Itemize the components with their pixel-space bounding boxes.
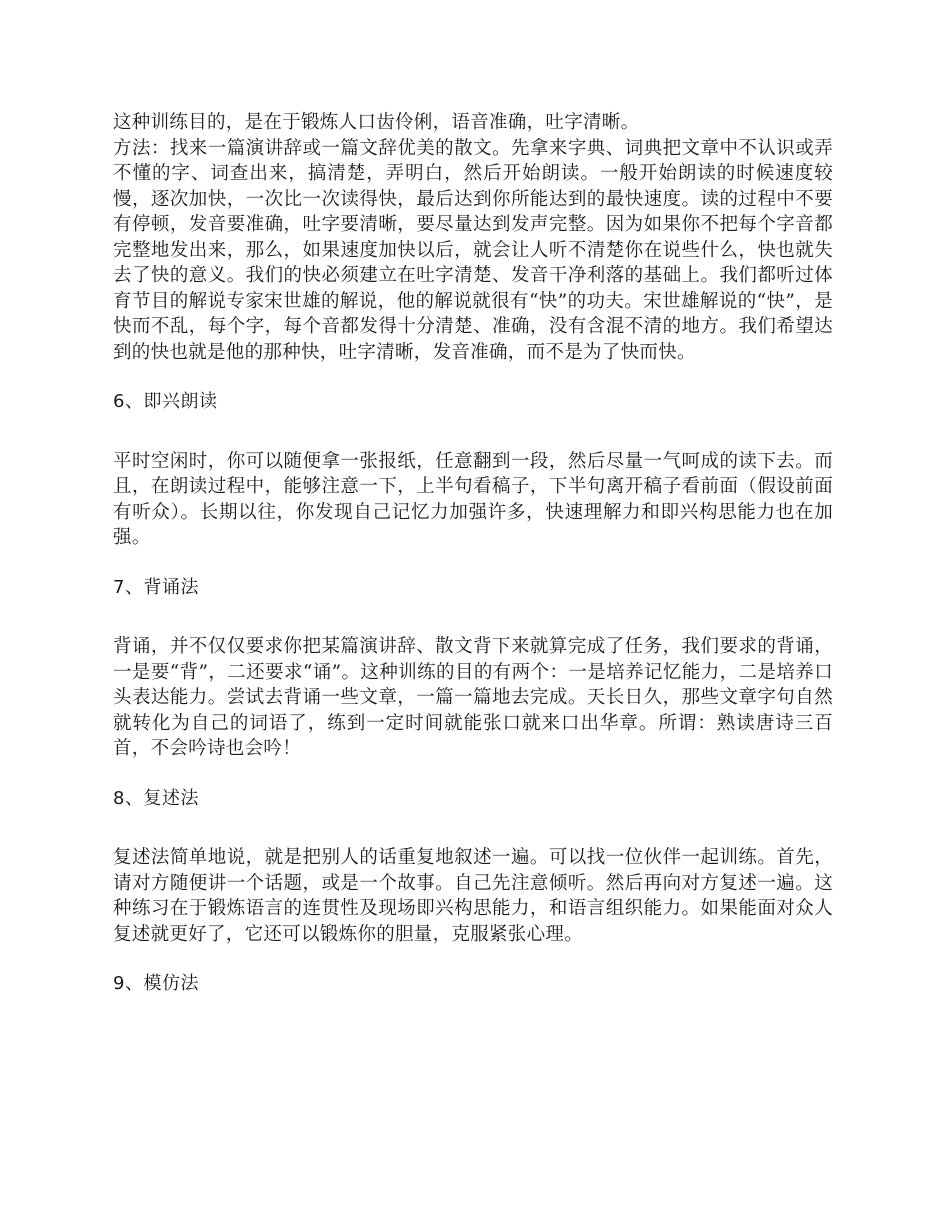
document-page: [113, 110, 833, 997]
section-heading-9: 9、模仿法: [113, 973, 199, 994]
section-body-8: 复述法简单地说，就是把别人的话重复地叙述一遍。可以找一位伙伴一起训练。首先，请对方随便讲一个话题，或是一个故事。自己先注意倾听。然后再向对方复述一遍。这种练习在于锻炼语言的连贯性及现场即兴构思能力，和语言组织能力。如果能面对众人复述就更好了，它还可以锻炼你的胆量，克服紧张心理。: [113, 847, 833, 945]
section-heading-7: 7、背诵法: [113, 576, 199, 598]
intro-method-paragraph: 方法：找来一篇演讲辞或一篇文辞优美的散文。先拿来字典、词典把文章中不认识或弄不懂的字、词查出来，搞清楚，弄明白，然后开始朗读。一般开始朗读的时候速度较慢，逐次加快，一次比一次读得快，最后达到你所能达到的最快速度。读的过程中不要有停顿，发音要准确，吐字要清晰，要尽量达到发声完整。因为如果你不把每个字音都完整地发出来，那么，如果速度加快以后，就会让人听不清楚你在说些什么，快也就失去了快的意义。我们的快必须建立在吐字清楚、发音干净利落的基础上。我们都听过体育节目的解说专家宋世雄的解说，他的解说就很有“快”的功夫。宋世雄解说的“快”，是快而不乱，每个字，每个音都发得十分清楚、准确，没有含混不清的地方。我们希望达到的快也就是他的那种快，吐字清晰，发音准确，而不是为了快而快。: [113, 137, 833, 363]
intro-purpose-paragraph: 这种训练目的，是在于锻炼人口齿伶俐，语音准确，吐字清晰。: [113, 112, 640, 133]
section-body-6: 平时空闲时，你可以随便拿一张报纸，任意翻到一段，然后尽量一气呵成的读下去。而且，在朗读过程中，能够注意一下，上半句看稿子，下半句离开稿子看前面（假设前面有听众）。长期以往，你发现自己记忆力加强许多，快速理解力和即兴构思能力也在加强。: [113, 450, 833, 548]
section-body-7: 背诵，并不仅仅要求你把某篇演讲辞、散文背下来就算完成了任务，我们要求的背诵，一是要“背”，二还要求“诵”。这种训练的目的有两个：一是培养记忆能力，二是培养口头表达能力。尝试去背诵一些文章，一篇一篇地去完成。天长日久，那些文章字句自然就转化为自己的词语了，练到一定时间就能张口就来口出华章。所谓：熟读唐诗三百首，不会吟诗也会吟！: [113, 636, 833, 759]
section-heading-6: 6、即兴朗读: [113, 391, 218, 412]
section-heading-8: 8、复述法: [113, 787, 199, 809]
